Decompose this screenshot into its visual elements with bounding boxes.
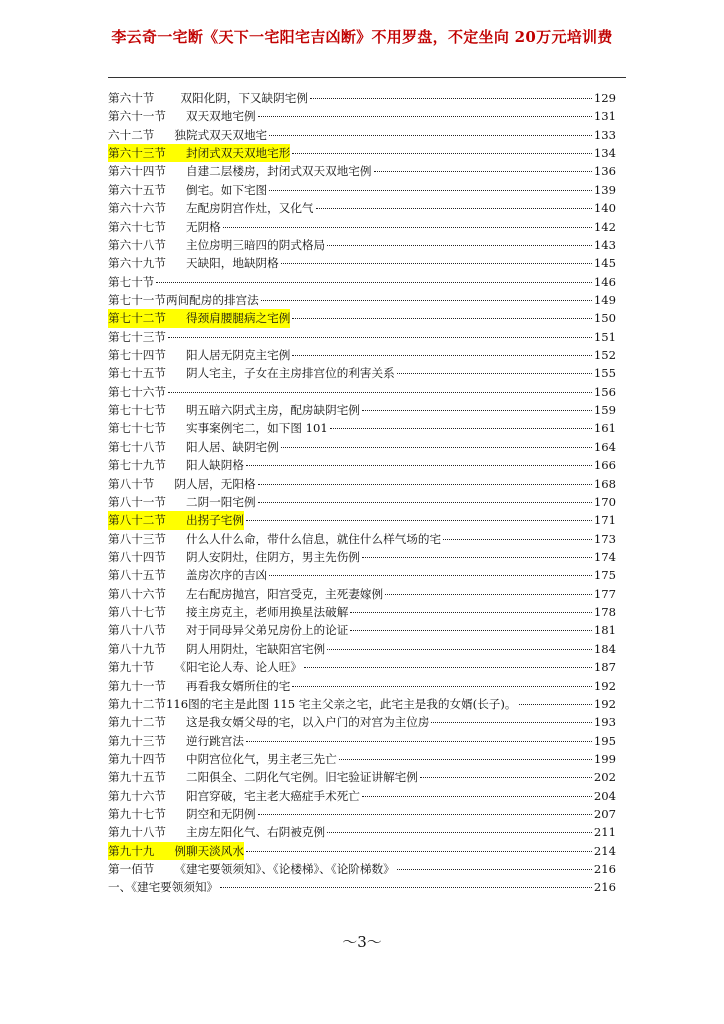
toc-entry[interactable] — [108, 181, 616, 199]
toc-section-number: 第七十三节 — [108, 329, 166, 344]
toc-entry[interactable] — [108, 842, 616, 860]
toc-dot-leader — [350, 612, 592, 613]
toc-section-number: 第八十七节 — [108, 605, 166, 620]
toc-page-number: 151 — [593, 329, 616, 344]
toc-dot-leader — [519, 704, 592, 705]
toc-section-number: 第九十七节 — [108, 807, 166, 822]
toc-section-title: 《阳宅论人寿、论人旺》 — [174, 660, 302, 675]
toc-page-number: 133 — [593, 127, 616, 142]
toc-section-number: 第六十四节 — [108, 164, 166, 179]
toc-entry-label — [108, 181, 267, 199]
toc-entry-label — [108, 805, 256, 823]
toc-entry-label — [108, 787, 360, 805]
toc-entry[interactable] — [108, 713, 616, 731]
toc-section-title: 两间配房的排宫法 — [165, 292, 259, 307]
toc-page-number: 164 — [593, 439, 616, 454]
toc-page-number: 192 — [593, 696, 616, 711]
toc-entry[interactable] — [108, 732, 616, 750]
toc-section-title: 阳宫穿破，宅主老大癌症手术死亡 — [185, 788, 360, 803]
toc-entry-label — [108, 658, 302, 676]
toc-section-title: 阳人缺阴格 — [185, 458, 244, 473]
toc-entry-label-highlighted — [108, 144, 290, 162]
toc-section-title: 中阴宫位化气，男主老三先亡 — [185, 751, 337, 766]
toc-section-number: 第八十三节 — [108, 531, 166, 546]
toc-page-number: 149 — [593, 292, 616, 307]
toc-section-title: 阳人居、缺阴宅例 — [185, 439, 279, 454]
toc-entry[interactable] — [108, 144, 616, 162]
toc-section-title: 主房左阳化气、右阴被克例 — [185, 825, 326, 840]
toc-entry[interactable] — [108, 511, 616, 529]
toc-page-number: 150 — [593, 311, 616, 326]
toc-section-title: 再看我女婿所住的宅 — [185, 678, 291, 693]
toc-dot-leader — [327, 245, 592, 246]
toc-entry-label — [108, 677, 290, 695]
toc-dot-leader — [350, 630, 592, 631]
toc-page-number: 202 — [593, 770, 616, 785]
toc-entry-label — [108, 419, 328, 437]
toc-entry-label — [108, 695, 517, 713]
toc-entry-label — [108, 218, 221, 236]
toc-entry[interactable] — [108, 254, 616, 272]
toc-page-number: 216 — [593, 862, 616, 877]
toc-dot-leader — [258, 814, 592, 815]
toc-page-number: 178 — [593, 605, 616, 620]
toc-page-number: 173 — [593, 531, 616, 546]
toc-page-number: 143 — [593, 237, 616, 252]
toc-entry-label — [108, 530, 441, 548]
toc-section-number: 第七十七节 — [108, 421, 166, 436]
toc-section-title: 出拐子宅例 — [185, 513, 244, 528]
toc-dot-leader — [362, 796, 592, 797]
toc-section-number: 第九十九 — [108, 843, 155, 858]
toc-entry-label — [108, 89, 308, 107]
toc-dot-leader — [330, 428, 592, 429]
toc-entry-label — [108, 603, 348, 621]
toc-dot-leader — [374, 171, 592, 172]
toc-dot-leader — [168, 392, 592, 393]
toc-entry-label — [108, 236, 325, 254]
toc-section-number: 第六十六节 — [108, 201, 166, 216]
toc-page-number: 140 — [593, 201, 616, 216]
toc-section-number: 第八十二节 — [108, 513, 166, 528]
toc-section-number: 第六十五节 — [108, 182, 166, 197]
toc-entry-label — [108, 548, 360, 566]
toc-dot-leader — [362, 557, 592, 558]
toc-entry[interactable] — [108, 750, 616, 768]
toc-section-number: 第七十二节 — [108, 311, 166, 326]
toc-dot-leader — [269, 190, 592, 191]
toc-dot-leader — [269, 575, 592, 576]
toc-dot-leader — [292, 355, 592, 356]
toc-page-number: 199 — [593, 751, 616, 766]
toc-entry[interactable] — [108, 126, 616, 144]
toc-entry-label — [108, 273, 154, 291]
toc-section-title: 116图的宅主是此图 115 宅主父亲之宅，此宅主是我的女婿(长子)。 — [165, 696, 517, 711]
toc-section-number: 一、《建宅要领须知》 — [108, 880, 219, 895]
toc-entry[interactable] — [108, 328, 616, 346]
toc-dot-leader — [168, 337, 592, 338]
toc-dot-leader — [258, 484, 592, 485]
toc-section-title: 逆行跳宫法 — [185, 733, 244, 748]
toc-entry[interactable] — [108, 475, 616, 493]
toc-section-title: 例聊天淡风水 — [174, 843, 244, 858]
toc-entry[interactable] — [108, 878, 616, 896]
toc-page-number: 159 — [593, 403, 616, 418]
toc-dot-leader — [327, 649, 592, 650]
toc-entry[interactable] — [108, 603, 616, 621]
toc-dot-leader — [246, 741, 592, 742]
toc-section-title: 主位房明三暗四的阴式格局 — [185, 237, 326, 252]
toc-dot-leader — [220, 887, 592, 888]
toc-section-number: 第八十九节 — [108, 641, 166, 656]
toc-section-number: 第一佰节 — [108, 862, 155, 877]
toc-entry[interactable] — [108, 640, 616, 658]
toc-entry-label — [108, 199, 314, 217]
toc-section-number: 第八十节 — [108, 476, 155, 491]
toc-section-title: 明五暗六阴式主房，配房缺阴宅例 — [185, 403, 360, 418]
toc-entry-label — [108, 860, 395, 878]
toc-entry-label — [108, 328, 166, 346]
toc-entry-label — [108, 768, 418, 786]
toc-section-title: 独院式双天双地宅 — [174, 127, 268, 142]
toc-section-title: 对于同母异父弟兄房份上的论证 — [185, 623, 349, 638]
toc-section-number: 第七十五节 — [108, 366, 166, 381]
toc-page-number: 156 — [593, 384, 616, 399]
toc-section-title: 什么人什么命，带什么信息，就住什么样气场的宅 — [185, 531, 442, 546]
toc-page-number: 175 — [593, 568, 616, 583]
toc-entry-label — [108, 291, 259, 309]
toc-entry-label — [108, 823, 325, 841]
toc-section-title: 阴人居，无阳格 — [174, 476, 256, 491]
toc-page-number: 161 — [593, 421, 616, 436]
toc-entry-label-highlighted — [108, 511, 244, 529]
toc-dot-leader — [261, 300, 592, 301]
toc-dot-leader — [246, 520, 592, 521]
toc-dot-leader — [246, 851, 592, 852]
toc-section-number: 第六十九节 — [108, 256, 166, 271]
toc-entry[interactable] — [108, 493, 616, 511]
toc-dot-leader — [292, 153, 592, 154]
toc-section-number: 第九十八节 — [108, 825, 166, 840]
toc-section-title: 这是我女婿父母的宅，以入户门的对宫为主位房 — [185, 715, 430, 730]
toc-entry[interactable] — [108, 456, 616, 474]
toc-page-number: 195 — [593, 733, 616, 748]
toc-entry[interactable] — [108, 658, 616, 676]
toc-entry[interactable] — [108, 218, 616, 236]
toc-section-number: 第九十二节 — [108, 715, 166, 730]
toc-dot-leader — [327, 832, 592, 833]
toc-page-number: 193 — [593, 715, 616, 730]
toc-page-number: 187 — [593, 660, 616, 675]
toc-section-title: 倒宅。如下宅图 — [185, 182, 268, 197]
toc-page-number: 174 — [593, 549, 616, 564]
toc-entry-label — [108, 254, 279, 272]
toc-page-number: 184 — [593, 641, 616, 656]
toc-section-number: 第八十一节 — [108, 494, 166, 509]
toc-entry[interactable] — [108, 419, 616, 437]
toc-entry[interactable] — [108, 199, 616, 217]
toc-section-number: 六十二节 — [108, 127, 155, 142]
toc-entry[interactable] — [108, 530, 616, 548]
toc-entry-label — [108, 383, 166, 401]
toc-page-number: 214 — [593, 843, 616, 858]
toc-section-title: 左配房阴宫作灶，又化气 — [185, 201, 314, 216]
toc-entry[interactable] — [108, 273, 616, 291]
toc-dot-leader — [420, 777, 592, 778]
toc-entry[interactable] — [108, 566, 616, 584]
toc-section-number: 第九十一节 — [108, 678, 166, 693]
toc-page-number: 131 — [593, 109, 616, 124]
toc-page-number: 155 — [593, 366, 616, 381]
toc-section-title: 实事案例宅二，如下图 101 — [185, 421, 328, 436]
toc-entry-label — [108, 401, 360, 419]
toc-entry[interactable] — [108, 787, 616, 805]
toc-section-number: 第八十五节 — [108, 568, 166, 583]
toc-entry[interactable] — [108, 860, 616, 878]
toc-page-number: 142 — [593, 219, 616, 234]
toc-entry[interactable] — [108, 401, 616, 419]
toc-section-number: 第九十四节 — [108, 751, 166, 766]
toc-dot-leader — [281, 447, 592, 448]
toc-page-number: 204 — [593, 788, 616, 803]
toc-section-number: 第九十三节 — [108, 733, 166, 748]
toc-dot-leader — [292, 686, 592, 687]
toc-dot-leader — [258, 116, 592, 117]
toc-entry[interactable] — [108, 346, 616, 364]
toc-entry[interactable] — [108, 309, 616, 327]
toc-section-title: 阴空和无阴例 — [185, 807, 256, 822]
toc-dot-leader — [304, 667, 592, 668]
toc-entry[interactable] — [108, 438, 616, 456]
toc-section-number: 第九十五节 — [108, 770, 166, 785]
toc-page-number: 170 — [593, 494, 616, 509]
toc-section-number: 第七十四节 — [108, 348, 166, 363]
toc-section-title: 阴人用阴灶，宅缺阳宫宅例 — [185, 641, 326, 656]
toc-dot-leader — [443, 539, 592, 540]
toc-section-number: 第九十六节 — [108, 788, 166, 803]
toc-entry-label — [108, 493, 256, 511]
toc-dot-leader — [362, 410, 592, 411]
toc-page-number: 136 — [593, 164, 616, 179]
toc-section-number: 第七十节 — [108, 274, 155, 289]
toc-dot-leader — [397, 373, 592, 374]
toc-page-number: 216 — [593, 880, 616, 895]
document-header: 李云奇一宅断《天下一宅阳宅吉凶断》不用罗盘，不定坐向 20万元培训费 — [111, 28, 613, 46]
toc-section-number: 第八十四节 — [108, 549, 166, 564]
toc-dot-leader — [156, 282, 591, 283]
toc-dot-leader — [292, 318, 592, 319]
toc-entry-label — [108, 640, 325, 658]
toc-entry[interactable] — [108, 107, 616, 125]
toc-page-number: 207 — [593, 807, 616, 822]
toc-dot-leader — [246, 465, 592, 466]
toc-entry[interactable] — [108, 291, 616, 309]
toc-section-title: 盖房次序的吉凶 — [185, 568, 268, 583]
toc-dot-leader — [281, 263, 592, 264]
toc-section-title: 阴人安阴灶，住阴方，男主先伤例 — [185, 549, 360, 564]
toc-page-number: 168 — [593, 476, 616, 491]
toc-section-number: 第九十节 — [108, 660, 155, 675]
toc-section-title: 天缺阳，地缺阴格 — [185, 256, 279, 271]
toc-page-number: 181 — [593, 623, 616, 638]
toc-page-number: 211 — [593, 825, 616, 840]
toc-entry[interactable] — [108, 805, 616, 823]
toc-section-number: 第六十节 — [108, 91, 155, 105]
toc-entry[interactable] — [108, 677, 616, 695]
toc-section-title: 左右配房抛宫，阳宫受克，主死妻嫁例 — [185, 586, 384, 601]
toc-dot-leader — [339, 759, 592, 760]
toc-entry-label — [108, 162, 372, 180]
toc-dot-leader — [431, 722, 591, 723]
toc-entry-label — [108, 750, 337, 768]
toc-section-number: 第八十六节 — [108, 586, 166, 601]
toc-dot-leader — [223, 227, 592, 228]
toc-section-number: 第七十八节 — [108, 439, 166, 454]
toc-entry[interactable] — [108, 383, 616, 401]
toc-section-title: 无阴格 — [185, 219, 221, 234]
toc-section-number: 第九十二节 — [108, 696, 166, 711]
page-number: ～3～ — [342, 933, 382, 951]
header-divider — [108, 77, 626, 78]
toc-entry[interactable] — [108, 695, 616, 713]
table-of-contents — [108, 89, 616, 897]
toc-section-number: 第七十九节 — [108, 458, 166, 473]
toc-dot-leader — [269, 135, 592, 136]
toc-section-title: 二阴一阳宅例 — [185, 494, 256, 509]
toc-entry[interactable] — [108, 621, 616, 639]
toc-page-number: 145 — [593, 256, 616, 271]
toc-section-number: 第七十七节 — [108, 403, 166, 418]
toc-section-number: 第六十七节 — [108, 219, 166, 234]
toc-page-number: 139 — [593, 182, 616, 197]
toc-entry-label — [108, 732, 244, 750]
toc-entry[interactable] — [108, 162, 616, 180]
toc-entry-label — [108, 621, 348, 639]
toc-entry-label — [108, 585, 383, 603]
toc-entry[interactable] — [108, 548, 616, 566]
toc-dot-leader — [310, 98, 592, 99]
toc-section-title: 二阳俱全、二阴化气宅例。旧宅验证讲解宅例 — [185, 770, 418, 785]
toc-section-title: 接主房克主，老师用换星法破解 — [185, 605, 349, 620]
toc-page-number: 152 — [593, 348, 616, 363]
toc-dot-leader — [258, 502, 592, 503]
toc-section-number: 第七十六节 — [108, 384, 166, 399]
toc-page-number: 192 — [593, 678, 616, 693]
toc-page-number: 129 — [593, 91, 616, 105]
toc-entry-label — [108, 438, 279, 456]
toc-entry-label — [108, 346, 290, 364]
toc-dot-leader — [385, 594, 592, 595]
toc-entry-label — [108, 713, 429, 731]
toc-section-number: 第八十八节 — [108, 623, 166, 638]
toc-entry-label — [108, 126, 267, 144]
toc-entry[interactable] — [108, 236, 616, 254]
toc-page-number: 134 — [593, 146, 616, 161]
toc-section-number: 第六十八节 — [108, 237, 166, 252]
toc-page-number: 171 — [593, 513, 616, 528]
toc-section-title: 双天双地宅例 — [185, 109, 256, 124]
toc-entry-label — [108, 566, 267, 584]
toc-entry-label-highlighted — [108, 309, 290, 327]
toc-entry[interactable] — [108, 768, 616, 786]
toc-entry-label — [108, 107, 256, 125]
toc-dot-leader — [397, 869, 592, 870]
toc-section-title: 双阳化阴，下又缺阴宅例 — [180, 91, 308, 105]
toc-entry[interactable] — [108, 364, 616, 382]
toc-entry-label — [108, 475, 256, 493]
toc-entry-label — [108, 364, 395, 382]
toc-page-number: 177 — [593, 586, 616, 601]
toc-section-number: 第七十一节 — [108, 292, 166, 307]
toc-entry[interactable] — [108, 89, 616, 107]
toc-entry-label-highlighted — [108, 842, 244, 860]
toc-section-title: 封闭式双天双地宅形 — [185, 146, 291, 161]
toc-page-number: 166 — [593, 458, 616, 473]
toc-section-title: 《建宅要领须知》、《论楼梯》、《论阶梯数》 — [174, 862, 395, 877]
toc-page-number: 146 — [593, 274, 616, 289]
toc-section-number: 第六十三节 — [108, 146, 166, 161]
toc-entry[interactable] — [108, 823, 616, 841]
toc-section-title: 得颈肩腰腿病之宅例 — [185, 311, 291, 326]
toc-section-number: 第六十一节 — [108, 109, 166, 124]
toc-entry-label — [108, 456, 244, 474]
toc-entry-label — [108, 878, 218, 896]
toc-section-title: 阳人居无阴克主宅例 — [185, 348, 291, 363]
toc-dot-leader — [316, 208, 592, 209]
toc-section-title: 阴人宅主，子女在主房排宫位的利害关系 — [185, 366, 395, 381]
toc-entry[interactable] — [108, 585, 616, 603]
toc-section-title: 自建二层楼房，封闭式双天双地宅例 — [185, 164, 372, 179]
